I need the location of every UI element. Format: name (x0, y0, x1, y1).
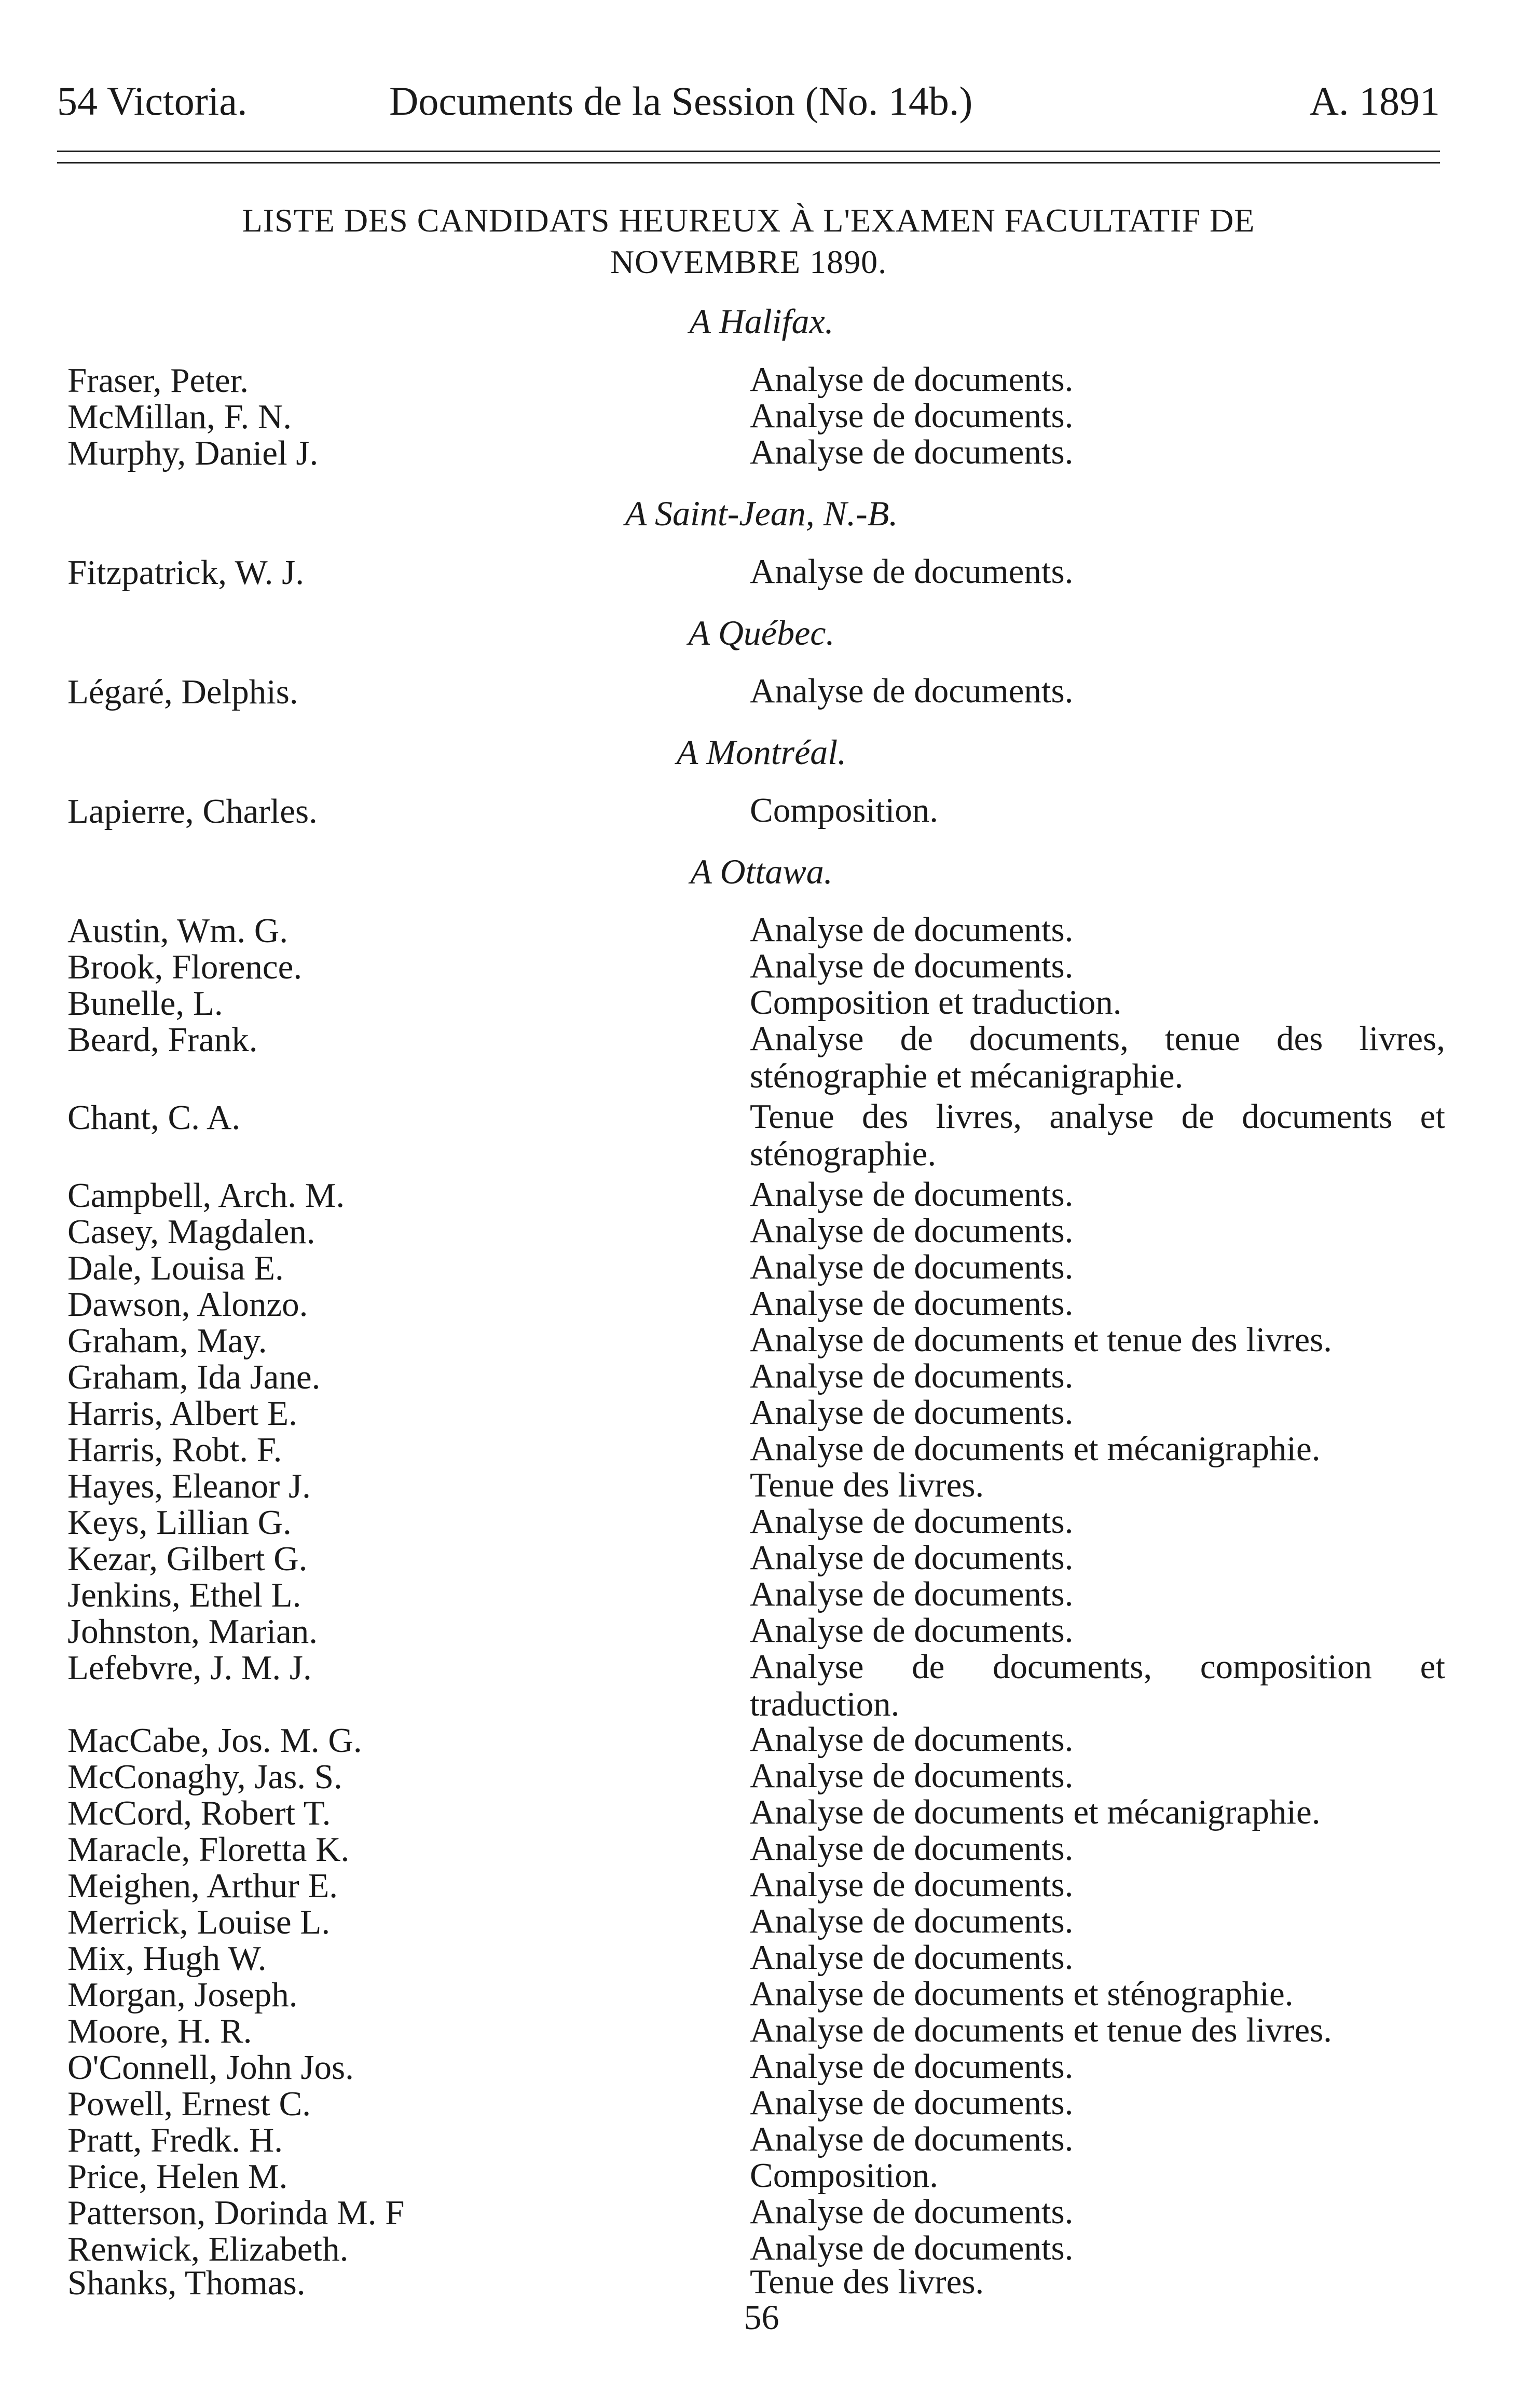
exam-subjects: Analyse de documents. (750, 433, 1074, 471)
exam-subjects: Analyse de documents. (750, 1393, 1074, 1432)
candidate-name: Dale, Louisa E. (67, 1249, 284, 1287)
exam-subjects: Analyse de documents, composition et traduction. (750, 1648, 1445, 1723)
candidate-name: Keys, Lillian G. (67, 1503, 292, 1542)
candidate-name: Powell, Ernest C. (67, 2085, 311, 2123)
exam-subjects: Composition. (750, 791, 938, 829)
header-volume: 54 Victoria. (57, 78, 248, 124)
exam-subjects: Analyse de documents. (750, 2120, 1074, 2158)
candidate-name: McCord, Robert T. (67, 1794, 331, 1832)
exam-subjects: Analyse de documents, tenue des livres, sténographie et mécanigraphie. (750, 1019, 1445, 1095)
candidate-name: Graham, May. (67, 1322, 267, 1360)
exam-subjects: Composition et traduction. (750, 983, 1122, 1022)
exam-subjects: Analyse de documents. (750, 947, 1074, 985)
page-number: 56 (744, 2297, 779, 2337)
exam-subjects: Analyse de documents. (750, 1175, 1074, 1214)
candidate-name: Renwick, Elizabeth. (67, 2230, 349, 2268)
candidate-name: Moore, H. R. (67, 2012, 252, 2050)
exam-subjects: Tenue des livres, analyse de documents et sténographie. (750, 1097, 1445, 1173)
candidate-name: Austin, Wm. G. (67, 911, 288, 950)
exam-subjects: Analyse de documents. (750, 2084, 1074, 2122)
exam-subjects: Analyse de documents. (750, 1829, 1074, 1868)
place-heading: A Saint-Jean, N.-B. (625, 494, 898, 533)
header-rule-bottom (57, 162, 1440, 164)
exam-subjects: Analyse de documents. (750, 2193, 1074, 2231)
exam-subjects: Analyse de documents et mécanigraphie. (750, 1793, 1321, 1831)
exam-subjects: Analyse de documents. (750, 552, 1074, 591)
running-header (57, 73, 1440, 130)
candidate-name: Shanks, Thomas. (67, 2264, 306, 2302)
candidate-name: Kezar, Gilbert G. (67, 1540, 308, 1578)
candidate-name: Dawson, Alonzo. (67, 1285, 308, 1324)
candidate-name: Merrick, Louise L. (67, 1903, 331, 1941)
candidate-name: Hayes, Eleanor J. (67, 1467, 311, 1505)
exam-subjects: Analyse de documents. (750, 672, 1074, 710)
exam-subjects: Analyse de documents. (750, 360, 1074, 399)
header-year: A. 1891 (1309, 78, 1440, 124)
list-title (57, 200, 1440, 283)
exam-subjects: Analyse de documents et sténographie. (750, 1975, 1294, 2013)
exam-subjects: Analyse de documents. (750, 1284, 1074, 1323)
candidate-name: Brook, Florence. (67, 948, 303, 986)
candidate-name: McMillan, F. N. (67, 398, 292, 436)
exam-subjects: Analyse de documents. (750, 1539, 1074, 1577)
exam-subjects: Analyse de documents. (750, 1938, 1074, 1977)
candidate-name: Bunelle, L. (67, 984, 223, 1023)
exam-subjects: Composition. (750, 2156, 938, 2195)
candidate-name: Fraser, Peter. (67, 361, 249, 400)
exam-subjects: Tenue des livres. (750, 2263, 984, 2301)
candidate-name: Jenkins, Ethel L. (67, 1576, 301, 1614)
list-title-line1: LISTE DES CANDIDATS HEUREUX À L'EXAMEN FACULTATIF DE (242, 202, 1255, 239)
exam-subjects: Analyse de documents. (750, 397, 1074, 435)
candidate-name: Pratt, Fredk. H. (67, 2121, 283, 2159)
candidate-name: Maracle, Floretta K. (67, 1830, 350, 1869)
exam-subjects: Analyse de documents. (750, 1575, 1074, 1613)
candidate-name: Harris, Robt. F. (67, 1431, 282, 1469)
exam-subjects: Analyse de documents. (750, 1611, 1074, 1650)
candidate-name: Beard, Frank. (67, 1021, 258, 1059)
candidate-name: McConaghy, Jas. S. (67, 1758, 342, 1796)
candidate-name: MacCabe, Jos. M. G. (67, 1721, 362, 1760)
candidate-name: Campbell, Arch. M. (67, 1176, 345, 1215)
place-heading: A Québec. (688, 613, 835, 652)
exam-subjects: Analyse de documents et tenue des livres. (750, 1321, 1332, 1359)
exam-subjects: Analyse de documents. (750, 910, 1074, 949)
exam-subjects: Analyse de documents. (750, 1866, 1074, 1904)
candidate-name: Murphy, Daniel J. (67, 434, 319, 472)
exam-subjects: Analyse de documents et mécanigraphie. (750, 1430, 1321, 1468)
candidate-name: O'Connell, John Jos. (67, 2048, 354, 2087)
place-heading: A Ottawa. (690, 852, 833, 891)
candidate-name: Morgan, Joseph. (67, 1976, 298, 2014)
exam-subjects: Analyse de documents. (750, 1212, 1074, 1250)
exam-subjects: Analyse de documents. (750, 1502, 1074, 1541)
candidate-name: Johnston, Marian. (67, 1612, 318, 1651)
exam-subjects: Analyse de documents. (750, 1720, 1074, 1759)
header-rule-top (57, 151, 1440, 152)
candidate-name: Légaré, Delphis. (67, 673, 298, 711)
header-session: Documents de la Session (No. 14b.) (389, 78, 973, 124)
list-title-line2: NOVEMBRE 1890. (610, 243, 887, 280)
candidate-name: Price, Helen M. (67, 2157, 288, 2196)
candidate-name: Lefebvre, J. M. J. (67, 1649, 312, 1687)
exam-subjects: Analyse de documents. (750, 1248, 1074, 1286)
candidate-name: Graham, Ida Jane. (67, 1358, 321, 1396)
place-heading: A Halifax. (689, 302, 834, 341)
exam-subjects: Analyse de documents. (750, 2047, 1074, 2086)
exam-subjects: Analyse de documents. (750, 1757, 1074, 1795)
exam-subjects: Analyse de documents. (750, 2229, 1074, 2267)
candidate-name: Meighen, Arthur E. (67, 1867, 338, 1905)
exam-subjects: Tenue des livres. (750, 1466, 984, 1504)
candidate-name: Casey, Magdalen. (67, 1213, 315, 1251)
candidate-name: Mix, Hugh W. (67, 1939, 267, 1978)
exam-subjects: Analyse de documents. (750, 1902, 1074, 1940)
candidate-name: Harris, Albert E. (67, 1394, 297, 1433)
candidate-name: Chant, C. A. (67, 1098, 241, 1137)
candidate-name: Lapierre, Charles. (67, 792, 318, 831)
exam-subjects: Analyse de documents. (750, 1357, 1074, 1395)
place-heading: A Montréal. (676, 732, 847, 772)
exam-subjects: Analyse de documents et tenue des livres. (750, 2011, 1332, 2049)
candidate-name: Fitzpatrick, W. J. (67, 553, 304, 592)
candidate-name: Patterson, Dorinda M. F (67, 2194, 405, 2232)
